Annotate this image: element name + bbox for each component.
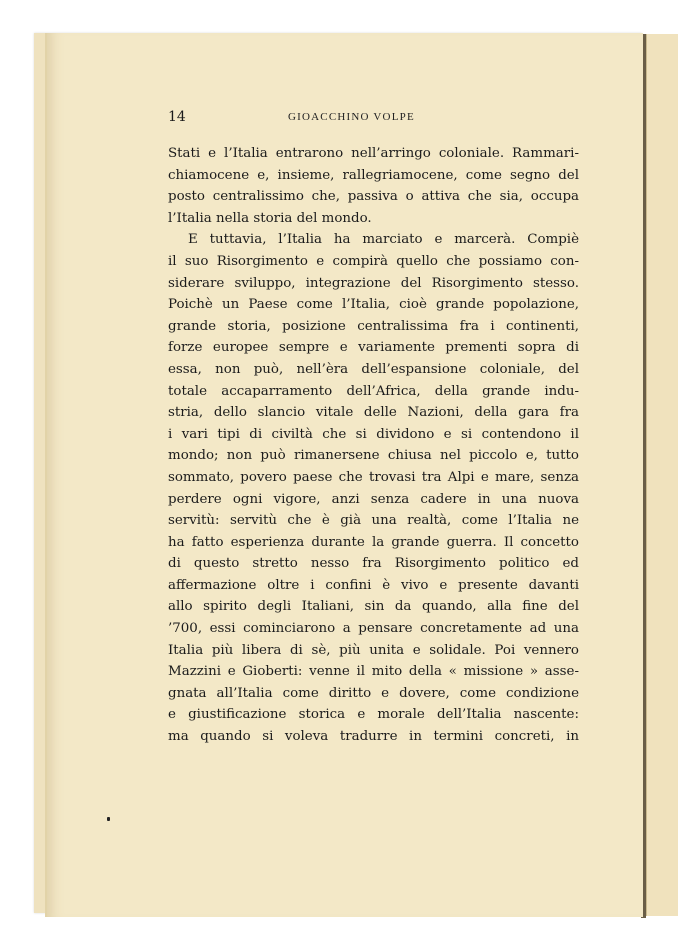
- text-line: Poichè un Paese come l’Italia, cioè grande popolazione,: [168, 297, 579, 313]
- text-line: i vari tipi di civiltà che si dividono e si contendono il: [168, 426, 579, 442]
- text-line: servitù: servitù che è già una realtà, come l’Italia ne: [168, 513, 579, 529]
- text-line: l’Italia nella storia del mondo.: [168, 210, 372, 226]
- text-line: ma quando si voleva tradurre in termini concreti, in: [168, 729, 579, 745]
- text-line: sommato, povero paese che trovasi tra Alpi e mare, senza: [168, 469, 579, 485]
- page-number: 14: [168, 109, 186, 125]
- text-line: il suo Risorgimento e compirà quello che possiamo con-: [168, 253, 579, 269]
- text-line: chiamocene e, insieme, rallegriamocene, come segno del: [168, 167, 579, 183]
- page-header: [168, 109, 588, 129]
- running-head-author: GIOACCHINO VOLPE: [288, 111, 415, 123]
- text-line: ha fatto esperienza durante la grande guerra. Il concetto: [168, 534, 579, 550]
- text-line: Stati e l’Italia entrarono nell’arringo coloniale. Rammari-: [168, 146, 579, 161]
- text-line: E tuttavia, l’Italia ha marciato e marcerà. Compiè: [188, 232, 579, 248]
- text-line: mondo; non può rimanersene chiusa nel piccolo e, tutto: [168, 448, 579, 464]
- adjacent-page-edge: [646, 34, 678, 916]
- text-line: essa, non può, nell’èra dell’espansione coloniale, del: [168, 361, 579, 377]
- text-line: Italia più libera di sè, più unita e solidale. Poi vennero: [168, 642, 579, 658]
- text-line: siderare sviluppo, integrazione del Risorgimento stesso.: [168, 275, 579, 291]
- text-line: forze europee sempre e variamente prementi sopra di: [168, 340, 579, 356]
- text-line: Mazzini e Gioberti: venne il mito della « missione » asse-: [168, 664, 579, 680]
- text-line: e giustificazione storica e morale dell’Italia nascente:: [168, 707, 579, 723]
- text-line: gnata all’Italia come diritto e dovere, come condizione: [168, 685, 579, 701]
- body-text: [168, 143, 579, 748]
- text-line: affermazione oltre i confini è vivo e presente davanti: [168, 577, 579, 593]
- ink-speck: [107, 817, 110, 821]
- text-line: stria, dello slancio vitale delle Nazioni, della gara fra: [168, 405, 579, 421]
- text-line: grande storia, posizione centralissima fra i continenti,: [168, 318, 579, 334]
- text-line: ’700, essi cominciarono a pensare concretamente ad una: [168, 621, 579, 637]
- text-line: perdere ogni vigore, anzi senza cadere in una nuova: [168, 491, 579, 507]
- text-line: allo spirito degli Italiani, sin da quando, alla fine del: [168, 599, 579, 615]
- text-line: posto centralissimo che, passiva o attiva che sia, occupa: [168, 189, 579, 205]
- text-line: totale accaparramento dell’Africa, della grande indu-: [168, 383, 579, 399]
- text-line: di questo stretto nesso fra Risorgimento politico ed: [168, 556, 579, 572]
